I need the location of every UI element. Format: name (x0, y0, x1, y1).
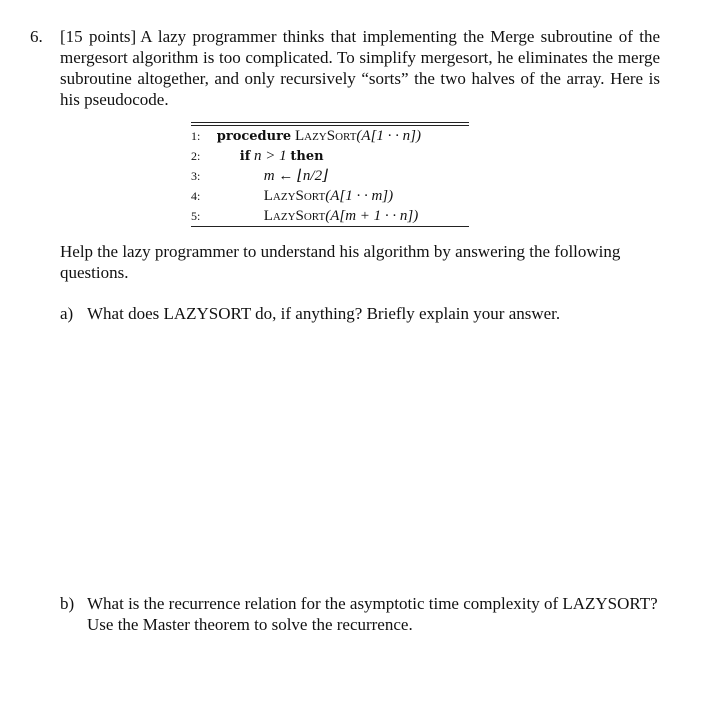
problem-number: 6. (30, 27, 43, 46)
pseudocode-line-2 (191, 146, 469, 166)
recursive-call-args: (A[m + 1 · · n]) (325, 208, 419, 224)
line-number: 5: (191, 209, 201, 223)
line-number: 3: (191, 169, 201, 183)
procedure-args: (A[1 · · n]) (356, 128, 421, 144)
pseudocode-line-4 (191, 186, 469, 206)
keyword-procedure: procedure (216, 129, 292, 144)
pseudocode-bottom-rule (191, 226, 469, 227)
question-b (60, 593, 660, 635)
problem-statement (30, 26, 660, 110)
keyword-if: if (239, 149, 251, 164)
line-number: 4: (191, 189, 201, 203)
line-number: 2: (191, 149, 201, 163)
recursive-call-args: (A[1 · · m]) (325, 188, 394, 204)
question-label: b) (60, 594, 75, 613)
question-text: What is the recurrence relation for the asymptotic time complexity of LAZYSORT? Use the Master theorem to solve the recurrence. (87, 594, 658, 634)
problem-intro: A lazy programmer thinks that implementing the Merge subroutine of the mergesort algorithm is too complicated. To simplify mergesort, he eliminates the merge subroutine altogether, and only recursively “sorts” the two halves of the array. Here is his pseudocode. (60, 27, 660, 109)
pseudocode-line-3 (191, 166, 469, 186)
pseudocode-line-5 (191, 206, 469, 226)
problem-intro-block (60, 26, 660, 110)
recursive-call-name: LazySort (263, 188, 326, 204)
question-a (60, 303, 660, 324)
pseudocode-line-1 (191, 126, 469, 146)
problem-points: [15 points] (60, 27, 137, 46)
keyword-then: then (290, 149, 324, 164)
question-text: What does LAZYSORT do, if anything? Briefly explain your answer. (87, 304, 561, 323)
pseudocode-block (191, 122, 469, 227)
assignment-statement: m ← ⌊n/2⌋ (263, 168, 328, 184)
line-number: 1: (191, 129, 201, 143)
recursive-call-name: LazySort (263, 208, 326, 224)
question-label: a) (60, 304, 74, 323)
help-text: Help the lazy programmer to understand his algorithm by answering the following questions. (60, 242, 621, 282)
if-condition: n > 1 (254, 148, 287, 164)
procedure-name: LazySort (294, 128, 357, 144)
